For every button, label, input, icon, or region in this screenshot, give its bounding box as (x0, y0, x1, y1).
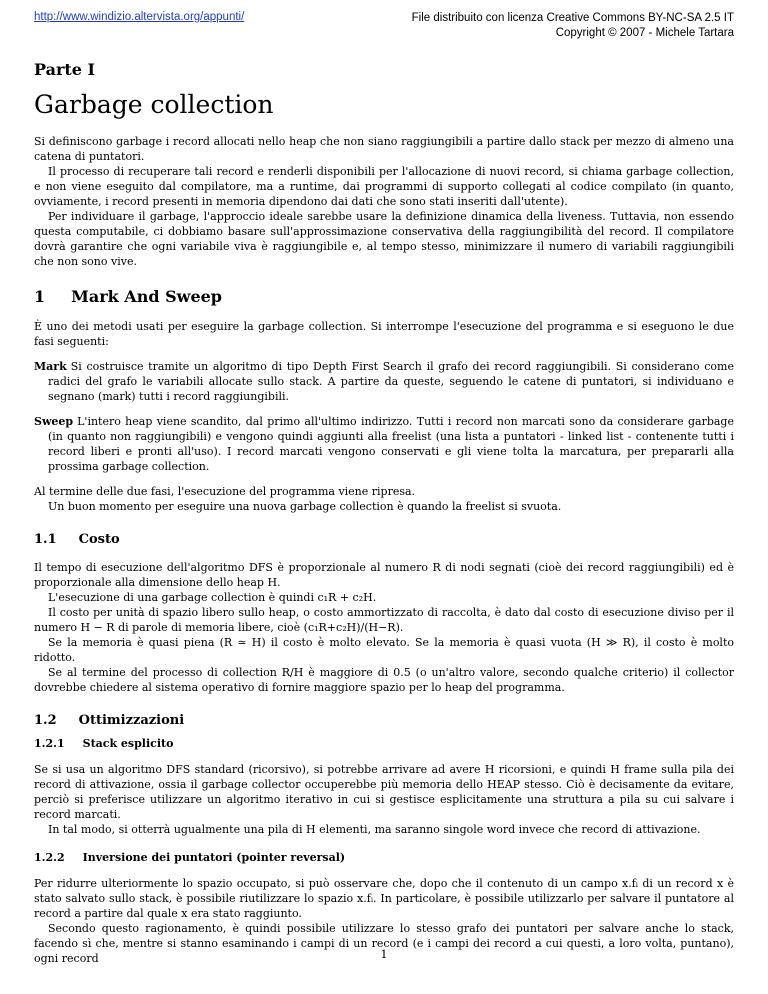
section-title: Costo (78, 532, 120, 547)
section-title: Mark And Sweep (71, 287, 222, 306)
sweep-item (34, 414, 734, 474)
section-number: 1 (34, 287, 46, 306)
item-text: Si costruisce tramite un algoritmo di tipo Depth First Search il grafo dei record raggiungibili. Si considerano come radici del grafo le variabili allocate sullo stack. A partire da queste, seguendo le catene di puntatori, si individuano e segnano (mark) tutti i record raggiungibili. (48, 360, 734, 403)
section-1-2-2-heading (34, 851, 734, 866)
section-number: 1.2.1 (34, 737, 65, 750)
reversal-paragraph-1: Per ridurre ulteriormente lo spazio occupato, si può osservare che, dopo che il contenuto di un campo x.fᵢ di un record x è stato salvato sullo stack, è possibile riutilizzare lo spazio x.fᵢ. In particolare, è possibile utilizzarlo per salvare il puntatore al record a partire dal quale x era stato raggiunto. (34, 877, 734, 920)
intro-paragraph-1: Si definiscono garbage i record allocati nello heap che non siano raggiungibili a partire dallo stack per mezzo di almeno una catena di puntatori. (34, 135, 734, 163)
section-1-2-1-heading (34, 737, 734, 752)
header-url-link[interactable]: http://www.windizio.altervista.org/appunti/ (34, 11, 245, 23)
item-text: L'intero heap viene scandito, dal primo all'ultimo indirizzo. Tutti i record non marcati sono da considerare garbage (in quanto non raggiungibili) e vengono quindi aggiunti alla freelist (una lista a puntatori - linked list - contenente tutti i record liberi e pronti all'uso). I record marcati vengono conservati e gli viene tolta la marcatura, per prepararli alla prossima garbage collection. (48, 415, 734, 473)
cost-paragraph-2: L'esecuzione di una garbage collection è quindi c₁R + c₂H. (48, 591, 377, 604)
section-1-1-heading (34, 532, 734, 550)
stack-paragraph-1: Se si usa un algoritmo DFS standard (ricorsivo), si potrebbe arrivare ad avere H ricorsioni, e quindi H frame sulla pila dei record di attivazione, ossia il garbage collector occuperebbe più memoria dello HEAP stesso. Ciò è decisamente da evitare, perciò si preferisce utilizzare un algoritmo iterativo in cui si gestisce esplicitamente una struttura a pila su cui salvare i record marcati. (34, 763, 734, 821)
section-title: Stack esplicito (82, 737, 174, 750)
cost-paragraph-4: Se la memoria è quasi piena (R ≃ H) il costo è molto elevato. Se la memoria è quasi vuota (H ≫ R), il costo è molto ridotto. (34, 636, 734, 664)
license-line-2: Copyright © 2007 - Michele Tartara (555, 27, 734, 39)
license-line-1: File distribuito con licenza Creative Commons BY-NC-SA 2.5 IT (411, 12, 734, 24)
page-title: Garbage collection (34, 90, 274, 119)
section-1-after-1: Al termine delle due fasi, l'esecuzione del programma viene ripresa. (34, 485, 416, 498)
intro-paragraph-3: Per individuare il garbage, l'approccio ideale sarebbe usare la definizione dinamica della liveness. Tuttavia, non essendo questa computabile, ci dobbiamo basare sull'approssimazione conservativa della raggiungibilità del record. Il compilatore dovrà garantire che ogni variabile viva è raggiungibile e, al tempo stesso, minimizzare il numero di variabili raggiungibili che non sono vive. (34, 210, 734, 268)
part-heading: Parte I (34, 60, 96, 79)
section-1-heading (34, 287, 734, 309)
cost-paragraph-1: Il tempo di esecuzione dell'algoritmo DFS è proporzionale al numero R di nodi segnati (cioè dei record raggiungibili) ed è proporzionale alla dimensione dello heap H. (34, 561, 734, 589)
section-1-intro: È uno dei metodi usati per eseguire la garbage collection. Si interrompe l'esecuzione del programma e si eseguono le due fasi seguenti: (34, 320, 734, 348)
section-1-after-2: Un buon momento per eseguire una nuova garbage collection è quando la freelist si svuota. (48, 500, 562, 513)
page-number: 1 (380, 948, 388, 961)
section-1-2-heading (34, 713, 734, 731)
cost-paragraph-5: Se al termine del processo di collection R/H è maggiore di 0.5 (o un'altro valore, secondo qualche criterio) il collector dovrebbe chiedere al sistema operativo di fornire maggiore spazio per lo heap del programma. (34, 666, 734, 694)
item-term: Mark (34, 360, 67, 373)
item-term: Sweep (34, 415, 74, 428)
reversal-paragraph-2: Secondo questo ragionamento, è quindi possibile utilizzare lo stesso grafo dei puntatori per salvare anche lo stack, facendo sì che, mentre si stanno esaminando i campi di un record (e i campi dei record a cui questi, a loro volta, puntano), ogni record (34, 922, 734, 965)
section-number: 1.2 (34, 713, 57, 728)
section-number: 1.1 (34, 532, 57, 547)
header-license (412, 11, 734, 41)
main-content (34, 60, 734, 966)
stack-paragraph-2: In tal modo, si otterrà ugualmente una pila di H elementi, ma saranno singole word invece che record di attivazione. (48, 823, 701, 836)
cost-paragraph-3: Il costo per unità di spazio libero sullo heap, o costo ammortizzato di raccolta, è dato dal costo di esecuzione diviso per il numero H − R di parole di memoria libere, cioè (c₁R+c₂H)/(H−R). (34, 606, 734, 634)
section-number: 1.2.2 (34, 851, 65, 864)
section-title: Ottimizzazioni (78, 713, 185, 728)
intro-paragraph-2: Il processo di recuperare tali record e renderli disponibili per l'allocazione di nuovi record, si chiama garbage collection, e non viene eseguito dal compilatore, ma a runtime, dai programmi di supporto collegati al codice compilato (in quanto, ovviamente, i record presenti in memoria dipendono dai dati che sono stati inseriti dall'utente). (34, 165, 734, 208)
section-title: Inversione dei puntatori (pointer reversal) (82, 851, 346, 864)
mark-item (34, 359, 734, 404)
